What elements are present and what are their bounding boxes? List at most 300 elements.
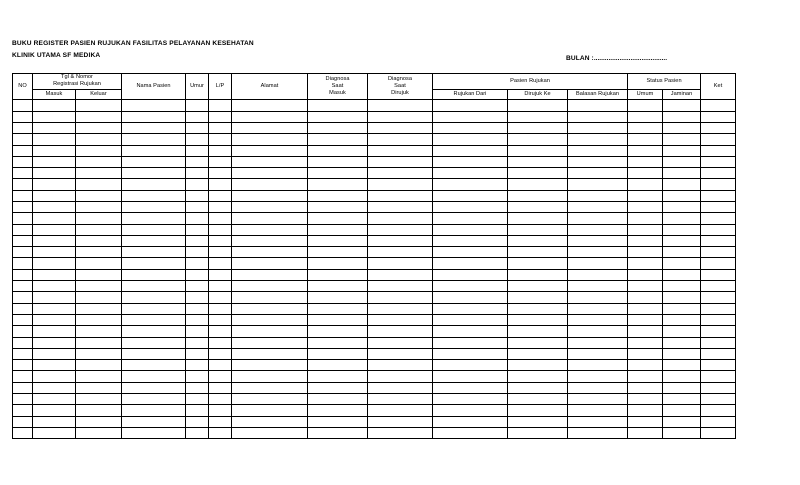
table-cell[interactable] [186,326,209,337]
table-cell[interactable] [33,190,76,201]
table-cell[interactable] [628,213,663,224]
table-cell[interactable] [628,405,663,416]
table-cell[interactable] [433,405,508,416]
table-cell[interactable] [568,427,628,438]
table-cell[interactable] [122,201,186,212]
table-cell[interactable] [76,326,122,337]
table-cell[interactable] [508,314,568,325]
table-cell[interactable] [368,326,433,337]
table-cell[interactable] [308,201,368,212]
table-cell[interactable] [508,427,568,438]
table-cell[interactable] [232,122,308,133]
table-cell[interactable] [308,405,368,416]
table-cell[interactable] [76,201,122,212]
table-cell[interactable] [663,360,701,371]
table-cell[interactable] [628,314,663,325]
table-cell[interactable] [663,145,701,156]
table-cell[interactable] [209,201,232,212]
table-cell[interactable] [232,303,308,314]
table-cell[interactable] [122,303,186,314]
table-cell[interactable] [433,145,508,156]
table-cell[interactable] [76,303,122,314]
table-cell[interactable] [628,247,663,258]
table-cell[interactable] [433,122,508,133]
table-cell[interactable] [33,427,76,438]
table-cell[interactable] [308,394,368,405]
table-cell[interactable] [508,348,568,359]
table-cell[interactable] [508,168,568,179]
table-cell[interactable] [433,281,508,292]
table-cell[interactable] [122,348,186,359]
table-cell[interactable] [701,179,736,190]
table-cell[interactable] [186,427,209,438]
table-cell[interactable] [368,156,433,167]
table-cell[interactable] [232,269,308,280]
table-cell[interactable] [76,292,122,303]
table-cell[interactable] [76,348,122,359]
table-cell[interactable] [122,382,186,393]
table-cell[interactable] [568,382,628,393]
table-cell[interactable] [568,179,628,190]
table-cell[interactable] [232,100,308,111]
table-cell[interactable] [186,371,209,382]
table-cell[interactable] [508,360,568,371]
table-cell[interactable] [568,235,628,246]
table-cell[interactable] [628,201,663,212]
table-cell[interactable] [433,168,508,179]
table-cell[interactable] [701,224,736,235]
table-cell[interactable] [663,111,701,122]
table-cell[interactable] [568,111,628,122]
table-cell[interactable] [186,303,209,314]
table-cell[interactable] [232,382,308,393]
table-cell[interactable] [568,326,628,337]
table-cell[interactable] [232,134,308,145]
table-cell[interactable] [433,235,508,246]
table-cell[interactable] [628,292,663,303]
table-cell[interactable] [186,292,209,303]
table-cell[interactable] [701,337,736,348]
table-cell[interactable] [122,213,186,224]
table-cell[interactable] [186,156,209,167]
table-cell[interactable] [508,201,568,212]
table-cell[interactable] [122,168,186,179]
table-cell[interactable] [433,416,508,427]
table-cell[interactable] [209,145,232,156]
table-cell[interactable] [186,269,209,280]
table-cell[interactable] [308,269,368,280]
table-cell[interactable] [122,235,186,246]
table-cell[interactable] [701,394,736,405]
table-cell[interactable] [433,269,508,280]
table-cell[interactable] [122,111,186,122]
table-cell[interactable] [13,122,33,133]
table-cell[interactable] [433,394,508,405]
table-cell[interactable] [628,179,663,190]
table-cell[interactable] [368,337,433,348]
table-cell[interactable] [13,247,33,258]
table-cell[interactable] [232,235,308,246]
table-cell[interactable] [209,337,232,348]
table-cell[interactable] [76,281,122,292]
table-cell[interactable] [628,224,663,235]
table-cell[interactable] [209,224,232,235]
table-cell[interactable] [122,190,186,201]
table-cell[interactable] [568,405,628,416]
table-cell[interactable] [508,156,568,167]
table-cell[interactable] [122,100,186,111]
table-cell[interactable] [33,156,76,167]
table-cell[interactable] [232,360,308,371]
table-cell[interactable] [209,394,232,405]
table-cell[interactable] [663,427,701,438]
table-cell[interactable] [33,100,76,111]
table-cell[interactable] [628,190,663,201]
table-cell[interactable] [508,247,568,258]
table-cell[interactable] [209,292,232,303]
table-cell[interactable] [232,405,308,416]
table-cell[interactable] [209,382,232,393]
table-cell[interactable] [308,416,368,427]
table-cell[interactable] [122,145,186,156]
table-cell[interactable] [508,281,568,292]
table-cell[interactable] [628,100,663,111]
table-cell[interactable] [186,213,209,224]
table-cell[interactable] [186,201,209,212]
table-cell[interactable] [368,213,433,224]
table-cell[interactable] [568,213,628,224]
table-cell[interactable] [368,122,433,133]
table-cell[interactable] [663,235,701,246]
table-cell[interactable] [232,179,308,190]
table-cell[interactable] [308,145,368,156]
table-cell[interactable] [232,258,308,269]
table-cell[interactable] [568,360,628,371]
table-cell[interactable] [186,134,209,145]
table-cell[interactable] [209,281,232,292]
table-cell[interactable] [663,122,701,133]
table-cell[interactable] [433,303,508,314]
table-cell[interactable] [33,179,76,190]
table-cell[interactable] [508,100,568,111]
table-cell[interactable] [13,303,33,314]
table-cell[interactable] [209,427,232,438]
table-cell[interactable] [701,416,736,427]
table-cell[interactable] [368,382,433,393]
table-cell[interactable] [76,394,122,405]
table-cell[interactable] [701,145,736,156]
table-cell[interactable] [368,258,433,269]
table-cell[interactable] [308,235,368,246]
table-cell[interactable] [628,382,663,393]
table-cell[interactable] [232,145,308,156]
table-cell[interactable] [628,303,663,314]
table-cell[interactable] [663,168,701,179]
table-cell[interactable] [368,303,433,314]
table-cell[interactable] [33,201,76,212]
table-cell[interactable] [13,235,33,246]
table-cell[interactable] [368,371,433,382]
table-cell[interactable] [568,134,628,145]
table-cell[interactable] [76,382,122,393]
table-cell[interactable] [76,416,122,427]
table-cell[interactable] [13,269,33,280]
table-cell[interactable] [122,314,186,325]
table-cell[interactable] [701,168,736,179]
table-cell[interactable] [122,258,186,269]
table-cell[interactable] [628,348,663,359]
table-cell[interactable] [308,258,368,269]
table-cell[interactable] [13,100,33,111]
table-cell[interactable] [701,190,736,201]
table-cell[interactable] [701,326,736,337]
table-cell[interactable] [568,190,628,201]
table-cell[interactable] [232,394,308,405]
table-cell[interactable] [33,145,76,156]
table-cell[interactable] [76,111,122,122]
table-cell[interactable] [13,416,33,427]
table-cell[interactable] [433,360,508,371]
table-cell[interactable] [368,281,433,292]
table-cell[interactable] [33,337,76,348]
table-cell[interactable] [568,258,628,269]
table-cell[interactable] [308,292,368,303]
table-cell[interactable] [628,156,663,167]
table-cell[interactable] [33,213,76,224]
table-cell[interactable] [209,314,232,325]
table-cell[interactable] [701,360,736,371]
table-cell[interactable] [308,281,368,292]
table-cell[interactable] [368,314,433,325]
table-cell[interactable] [568,168,628,179]
table-cell[interactable] [186,235,209,246]
table-cell[interactable] [76,314,122,325]
table-cell[interactable] [568,371,628,382]
table-cell[interactable] [76,213,122,224]
table-cell[interactable] [508,179,568,190]
table-cell[interactable] [368,269,433,280]
table-cell[interactable] [508,394,568,405]
table-cell[interactable] [76,156,122,167]
table-cell[interactable] [701,122,736,133]
table-cell[interactable] [433,337,508,348]
table-cell[interactable] [508,416,568,427]
table-cell[interactable] [433,179,508,190]
table-cell[interactable] [13,213,33,224]
table-cell[interactable] [628,427,663,438]
table-cell[interactable] [209,258,232,269]
table-cell[interactable] [209,168,232,179]
table-cell[interactable] [209,122,232,133]
table-cell[interactable] [209,190,232,201]
table-cell[interactable] [308,168,368,179]
table-cell[interactable] [232,213,308,224]
table-cell[interactable] [13,111,33,122]
table-cell[interactable] [13,314,33,325]
table-cell[interactable] [33,168,76,179]
table-cell[interactable] [13,168,33,179]
table-cell[interactable] [186,337,209,348]
table-cell[interactable] [663,314,701,325]
table-cell[interactable] [628,122,663,133]
table-cell[interactable] [209,360,232,371]
table-cell[interactable] [33,326,76,337]
table-cell[interactable] [308,247,368,258]
table-cell[interactable] [33,235,76,246]
table-cell[interactable] [368,168,433,179]
table-cell[interactable] [508,337,568,348]
table-cell[interactable] [433,292,508,303]
table-cell[interactable] [308,371,368,382]
table-cell[interactable] [13,326,33,337]
table-cell[interactable] [232,190,308,201]
table-cell[interactable] [76,134,122,145]
table-cell[interactable] [13,337,33,348]
table-cell[interactable] [701,235,736,246]
table-cell[interactable] [663,394,701,405]
table-cell[interactable] [433,427,508,438]
table-cell[interactable] [33,371,76,382]
table-cell[interactable] [568,337,628,348]
table-cell[interactable] [209,247,232,258]
table-cell[interactable] [122,360,186,371]
table-cell[interactable] [663,156,701,167]
table-cell[interactable] [13,405,33,416]
table-cell[interactable] [13,281,33,292]
table-cell[interactable] [209,111,232,122]
table-cell[interactable] [663,269,701,280]
table-cell[interactable] [701,134,736,145]
table-cell[interactable] [308,224,368,235]
table-cell[interactable] [433,156,508,167]
table-cell[interactable] [76,337,122,348]
table-cell[interactable] [13,382,33,393]
table-cell[interactable] [33,281,76,292]
table-cell[interactable] [33,224,76,235]
table-cell[interactable] [308,303,368,314]
table-cell[interactable] [13,134,33,145]
table-cell[interactable] [628,281,663,292]
table-cell[interactable] [568,122,628,133]
table-cell[interactable] [663,348,701,359]
table-cell[interactable] [186,258,209,269]
table-cell[interactable] [628,326,663,337]
table-cell[interactable] [368,100,433,111]
table-cell[interactable] [186,405,209,416]
table-cell[interactable] [663,337,701,348]
table-cell[interactable] [628,269,663,280]
table-cell[interactable] [628,337,663,348]
table-cell[interactable] [33,292,76,303]
table-cell[interactable] [13,394,33,405]
table-cell[interactable] [628,394,663,405]
table-cell[interactable] [232,292,308,303]
table-cell[interactable] [186,224,209,235]
table-cell[interactable] [368,394,433,405]
table-cell[interactable] [232,427,308,438]
table-cell[interactable] [209,235,232,246]
table-cell[interactable] [76,360,122,371]
table-cell[interactable] [508,258,568,269]
table-cell[interactable] [122,292,186,303]
table-cell[interactable] [701,382,736,393]
table-cell[interactable] [508,303,568,314]
table-cell[interactable] [33,314,76,325]
table-cell[interactable] [701,371,736,382]
table-cell[interactable] [308,337,368,348]
table-cell[interactable] [663,292,701,303]
table-cell[interactable] [308,156,368,167]
table-cell[interactable] [13,360,33,371]
table-cell[interactable] [186,145,209,156]
table-cell[interactable] [508,224,568,235]
table-cell[interactable] [368,405,433,416]
table-cell[interactable] [33,360,76,371]
table-cell[interactable] [568,314,628,325]
table-cell[interactable] [122,247,186,258]
table-cell[interactable] [76,235,122,246]
table-cell[interactable] [76,145,122,156]
table-cell[interactable] [433,382,508,393]
table-cell[interactable] [122,326,186,337]
table-cell[interactable] [568,201,628,212]
table-cell[interactable] [186,179,209,190]
table-cell[interactable] [232,337,308,348]
table-cell[interactable] [76,100,122,111]
table-cell[interactable] [368,179,433,190]
table-cell[interactable] [308,348,368,359]
table-cell[interactable] [232,201,308,212]
table-cell[interactable] [76,269,122,280]
table-cell[interactable] [508,213,568,224]
table-cell[interactable] [433,201,508,212]
table-cell[interactable] [568,145,628,156]
table-cell[interactable] [209,269,232,280]
table-cell[interactable] [13,201,33,212]
table-cell[interactable] [122,416,186,427]
table-cell[interactable] [13,190,33,201]
table-cell[interactable] [368,235,433,246]
table-cell[interactable] [186,382,209,393]
table-cell[interactable] [232,224,308,235]
table-cell[interactable] [663,100,701,111]
table-cell[interactable] [701,269,736,280]
table-cell[interactable] [628,111,663,122]
table-cell[interactable] [186,348,209,359]
table-cell[interactable] [308,427,368,438]
table-cell[interactable] [368,190,433,201]
table-cell[interactable] [308,190,368,201]
table-cell[interactable] [508,405,568,416]
table-cell[interactable] [508,382,568,393]
table-cell[interactable] [663,371,701,382]
table-cell[interactable] [368,224,433,235]
table-cell[interactable] [568,348,628,359]
table-cell[interactable] [663,382,701,393]
table-cell[interactable] [433,348,508,359]
table-cell[interactable] [33,394,76,405]
table-cell[interactable] [209,134,232,145]
table-cell[interactable] [701,201,736,212]
table-cell[interactable] [33,269,76,280]
table-cell[interactable] [186,190,209,201]
table-cell[interactable] [508,122,568,133]
table-cell[interactable] [122,134,186,145]
table-cell[interactable] [209,371,232,382]
table-cell[interactable] [308,382,368,393]
table-cell[interactable] [368,247,433,258]
table-cell[interactable] [568,156,628,167]
